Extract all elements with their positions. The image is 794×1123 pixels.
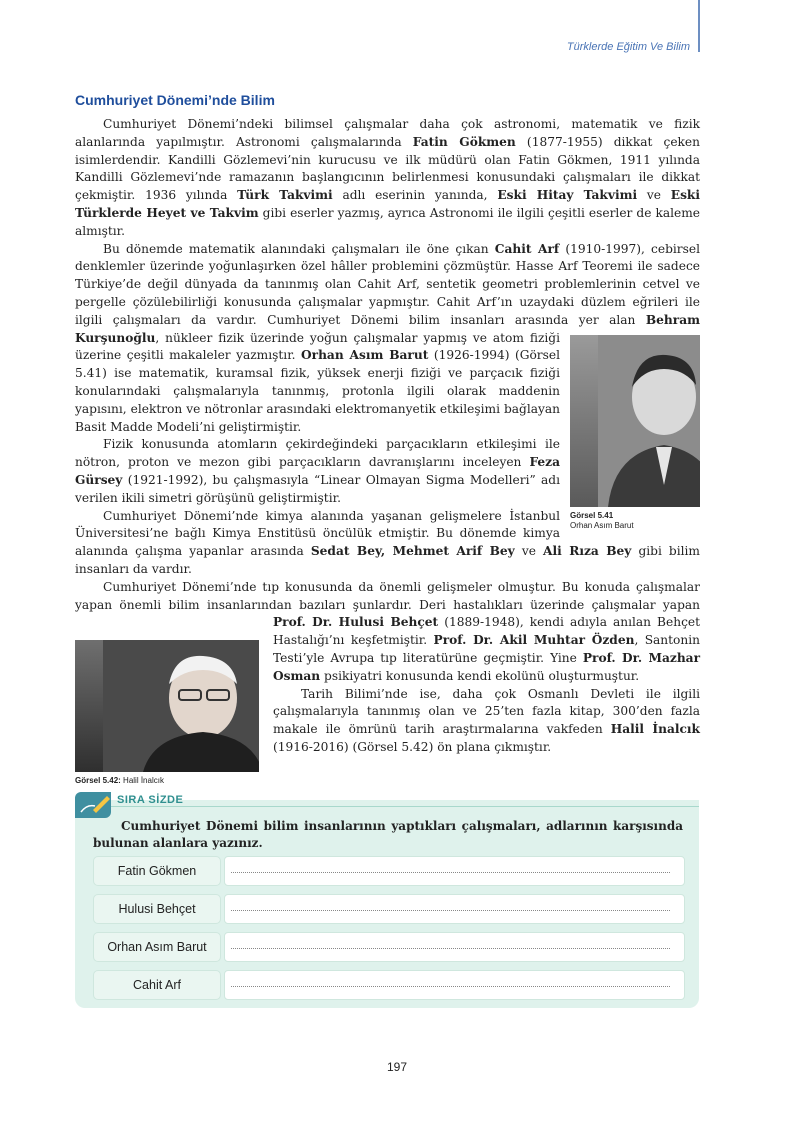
- dotted-line: [231, 986, 670, 987]
- activity-title-rule: [111, 806, 699, 807]
- answer-row-label: Hulusi Behçet: [93, 894, 221, 924]
- text-run: , nükleer fizik üzerinde yoğun çalışmalar yapmış ve atom fiziği üzerine çeşitli makaleler yazmıştır.: [75, 330, 560, 363]
- running-header: Türklerde Eğitim Ve Bilim: [566, 41, 690, 53]
- text-run: ve: [514, 544, 544, 559]
- dotted-line: [231, 948, 670, 949]
- activity-header: [75, 792, 699, 812]
- text-run: (1910-1997), cebirsel denklemler üzerinde yoğunlaşırken özel hâller problemini çözmüştür. Hasse Arf Teoremi ile sadece Türkiye’de değil dünyada da tanınmış olan Cahit Arf, sentetik geometri problemlerinin cetvel ve pergelle çözülebilirliği konusunda çalışmalar yapmıştır. Cahit Arf’ın uzaydaki düzlem eğrileri ile ilgili çalışmaları da vardır. Cumhuriyet Dönemi bilim insanları arasında yer alan: [75, 241, 700, 327]
- text-run: , Santonin Testi’yle Avrupa tıp literatürüne geçmiştir. Yine: [273, 633, 700, 665]
- portrait-illustration: [598, 335, 700, 507]
- activity-question: Cumhuriyet Dönemi bilim insanlarının yaptıkları çalışmaları, adlarının karşısında bulunan alanlara yazınız.: [93, 819, 683, 850]
- text-run: Tarih Bilimi’nde ise, daha çok Osmanlı Devleti ile ilgili çalışmalarıyla tanınmış olan ve 25’ten fazla kitap, 300’den fazla makale ile ömrünü tarih araştırmalarına vakfeden: [273, 686, 700, 737]
- answer-row-label: Orhan Asım Barut: [93, 932, 221, 962]
- text-run: Bu dönemde matematik alanındaki çalışmaları ile öne çıkan: [103, 241, 495, 256]
- bold-name: Prof. Dr. Hulusi Behçet: [273, 615, 439, 630]
- answer-field[interactable]: [224, 856, 685, 886]
- bold-name: Ali Rıza Bey: [543, 544, 632, 559]
- answer-field[interactable]: [224, 970, 685, 1000]
- answer-field[interactable]: [224, 894, 685, 924]
- text-run: gibi eserler yazmış, ayrıca Astronomi ile ilgili çeşitli eserler de kaleme almıştır.: [75, 205, 700, 238]
- portrait-illustration: [103, 640, 259, 772]
- pencil-note-icon: [75, 792, 111, 818]
- portrait-photo: [570, 335, 700, 507]
- paragraph-astronomy: [75, 116, 700, 241]
- answer-row-cahit-arf: [93, 970, 685, 1000]
- section-title: Cumhuriyet Dönemi’nde Bilim: [75, 92, 275, 108]
- figure-caption: [570, 511, 700, 531]
- text-run: (1889-1948), kendi adıyla anılan Behçet Hastalığı’nı keşfetmiştir.: [273, 615, 701, 648]
- answer-row-fatin-gokmen: [93, 856, 685, 886]
- bold-name: Cahit Arf: [494, 241, 560, 256]
- bold-name: Orhan Asım Barut: [301, 348, 429, 363]
- bold-name: Behram Kurşunoğlu: [75, 312, 700, 345]
- page-number: 197: [386, 1060, 408, 1074]
- bold-name: Halil İnalcık: [610, 722, 700, 737]
- text-run: gibi bilim insanları da vardır.: [75, 544, 700, 576]
- bold-name: Eski Hitay Takvimi: [497, 188, 638, 203]
- text-run: adlı eserinin yanında,: [332, 188, 498, 203]
- text-run: Cumhuriyet Dönemi’nde kimya alanında yaşanan gelişmelere İstanbul Üniversitesi’ne bağlı Kimya Enstitüsü öncülük etmiştir. Bu dönemde kimya alanında çalışma yapanlar arasında: [75, 508, 560, 559]
- dotted-line: [231, 910, 670, 911]
- bold-name: Sedat Bey, Mehmet Arif Bey: [310, 544, 515, 559]
- answer-row-label: Cahit Arf: [93, 970, 221, 1000]
- figure-halil-inalcik: [75, 640, 259, 786]
- bold-name: Fatin Gökmen: [412, 134, 516, 149]
- answer-row-hulusi-behcet: [93, 894, 685, 924]
- text-run: (1926-1994) (Görsel 5.41) ise matematik, kuramsal fizik, yüksek enerji fiziği ve parçacık fiziği konularındaki çalışmalarıyla tanınmış, protonla ilgili olarak maddenin yapısını, elektron ve nötronlar arasındaki elektromanyetik etkileşimi bağlayan Basit Madde Modeli’ni geliştirmiştir.: [75, 348, 560, 434]
- text-run: psikiyatri konusunda kendi ekolünü oluşturmuştur.: [320, 668, 640, 683]
- bold-name: Türk Takvimi: [237, 188, 333, 203]
- activity-title: SIRA SİZDE: [117, 794, 184, 806]
- text-run: Cumhuriyet Dönemi’ndeki bilimsel çalışmalar daha çok astronomi, matematik ve fizik alanlarında yapılmıştır. Astronomi çalışmalarında: [75, 117, 700, 149]
- header-rule: [698, 0, 700, 52]
- bold-name: Prof. Dr. Mazhar Osman: [273, 650, 700, 683]
- figure-caption: [75, 776, 259, 786]
- bold-name: Eski Türklerde Heyet ve Takvim: [75, 188, 701, 220]
- answer-field[interactable]: [224, 932, 685, 962]
- text-run: (1921-1992), bu çalışmasıyla “Linear Olmayan Sigma Modelleri” adı verilen ikili simetri görüşünü geliştirmiştir.: [75, 472, 560, 505]
- text-run: Fizik konusunda atomların çekirdeğindeki parçacıkların etkileşimi ile nötron, proton ve mezon gibi parçacıkların davranışlarını inceleyen: [75, 437, 560, 470]
- portrait-photo: [75, 640, 259, 772]
- caption-text: Orhan Asım Barut: [570, 520, 634, 530]
- caption-label: Görsel 5.42:: [75, 776, 121, 786]
- text-run: (1916-2016) (Görsel 5.42) ön plana çıkmıştır.: [273, 739, 552, 754]
- answer-row-orhan-asim-barut: [93, 932, 685, 962]
- text-run: ve: [637, 188, 671, 203]
- figure-orhan-asim-barut: [570, 335, 700, 531]
- caption-label: Görsel 5.41: [570, 510, 614, 520]
- body-text: [75, 116, 700, 786]
- caption-text: Halil İnalcık: [120, 776, 164, 786]
- bold-name: Prof. Dr. Akil Muhtar Özden: [433, 633, 635, 648]
- pencil-icon: [75, 792, 111, 818]
- bold-name: Feza Gürsey: [75, 455, 560, 487]
- text-run: Cumhuriyet Dönemi’nde tıp konusunda da önemli gelişmeler olmuştur. Bu konuda çalışmalar yapan önemli bilim insanlarından bazıları şunlardır. Deri hastalıkları üzerinde çalışmalar yapan: [75, 579, 700, 612]
- answer-row-label: Fatin Gökmen: [93, 856, 221, 886]
- text-run: (1877-1955) dikkat çeken isimlerdendir. Kandilli Gözlemevi’nin kurucusu ve ilk müdürü olan Fatin Gökmen, 1911 yılında Kandilli Gözlemevi’nde ramazanın başlangıcının belirlenmesi konusundaki çalışmaları ile dikkat çekmiştir. 1936 yılında: [75, 134, 700, 203]
- dotted-line: [231, 872, 670, 873]
